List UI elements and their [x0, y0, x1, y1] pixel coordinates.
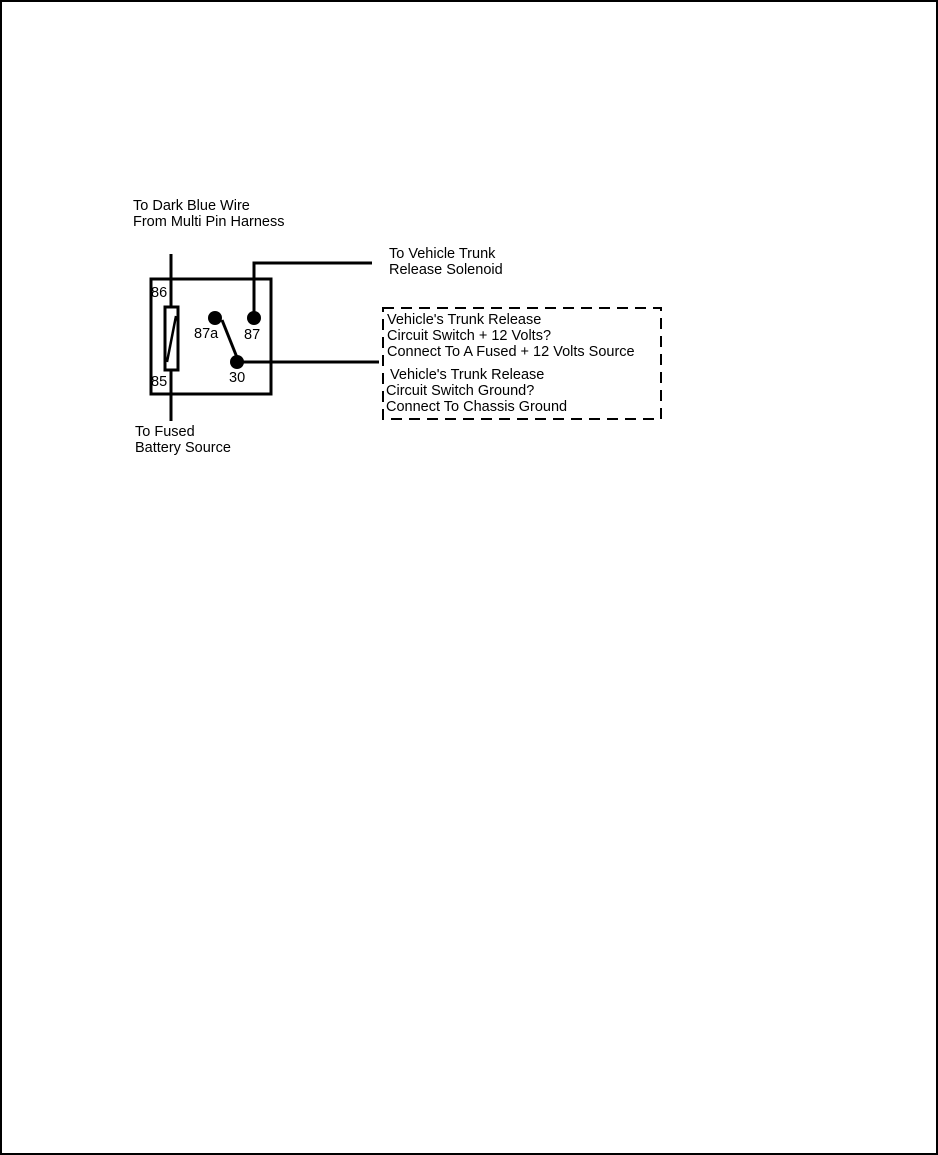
pin-86-label: 86 [151, 285, 168, 301]
pin-85-label: 85 [151, 374, 168, 390]
pin85-wire-label [135, 424, 231, 456]
pin86-wire-label [133, 198, 284, 230]
pin86-wire-label-line: To Dark Blue Wire [133, 198, 250, 214]
note-ground-line: Circuit Switch Ground? [386, 383, 535, 399]
pin87-wire-label-line: To Vehicle Trunk [389, 246, 496, 262]
note-positive-line: Connect To A Fused + 12 Volts Source [387, 344, 635, 360]
note-positive-line: Vehicle's Trunk Release [387, 312, 542, 328]
note-ground-line: Vehicle's Trunk Release [386, 367, 545, 383]
pin85-wire-label-line: Battery Source [135, 440, 231, 456]
pin-87a-label: 87a [194, 326, 219, 342]
pin85-wire-label-line: To Fused [135, 424, 195, 440]
switch-arm [222, 320, 238, 360]
pin87-wire-label-line: Release Solenoid [389, 262, 503, 278]
note-ground-line: Connect To Chassis Ground [386, 399, 568, 415]
pin87a-contact [208, 311, 222, 325]
note-ground-source [386, 367, 567, 415]
note-positive-line: Circuit Switch + 12 Volts? [387, 328, 552, 344]
note-positive-source [387, 312, 635, 360]
pin87-wire-label [389, 246, 503, 278]
pin-87-label: 87 [244, 327, 261, 343]
pin87-contact [247, 311, 261, 325]
pin86-wire-label-line: From Multi Pin Harness [133, 214, 285, 230]
pin-30-label: 30 [229, 370, 246, 386]
